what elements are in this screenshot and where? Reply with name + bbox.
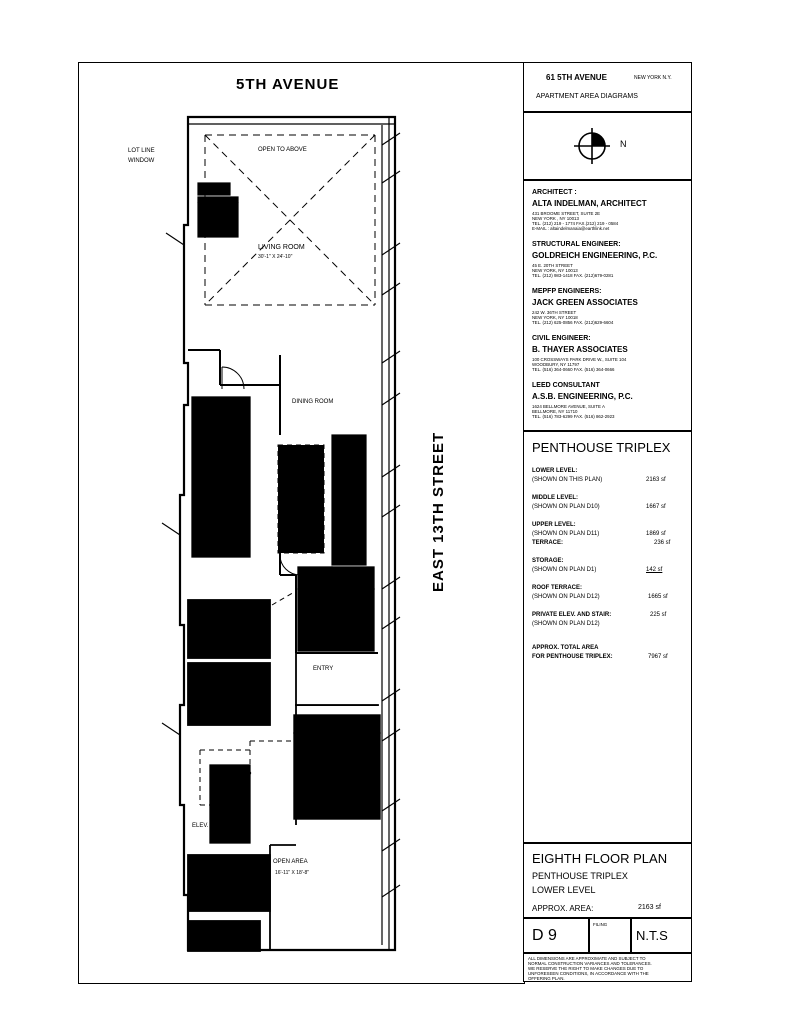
label-stair-up-3: UP xyxy=(243,772,252,778)
area-label-5: ROOF TERRACE: xyxy=(532,585,582,591)
label-stair-up-1: UP xyxy=(198,411,207,417)
civil-name: B. THAYER ASSOCIATES xyxy=(532,345,628,354)
area-value-0: 2163 sf xyxy=(646,477,666,483)
label-dining-room: DINING ROOM xyxy=(292,399,334,405)
areas-heading: PENTHOUSE TRIPLEX xyxy=(532,440,671,455)
titleblock-sheet-title-cell xyxy=(523,843,692,918)
street-label-side: EAST 13TH STREET xyxy=(430,431,447,592)
area-label-1: MIDDLE LEVEL: xyxy=(532,495,578,501)
label-ref: REF. xyxy=(300,567,311,573)
area-total-label-1: APPROX. TOTAL AREA xyxy=(532,645,599,651)
label-mech-room: MECH. ROOM xyxy=(200,620,240,626)
area-label-4: STORAGE: xyxy=(532,558,564,564)
label-entry: ENTRY xyxy=(313,666,334,672)
floor-plan-drawing xyxy=(110,105,470,955)
titleblock-filing-cell xyxy=(589,918,631,953)
architect-name: ALTA INDELMAN, ARCHITECT xyxy=(532,199,647,208)
plan-title: EIGHTH FLOOR PLAN xyxy=(532,851,668,866)
label-kitchen: KITCHEN xyxy=(285,539,312,545)
area-sub-5: (SHOWN ON PLAN D12) xyxy=(532,594,600,600)
area-sub-1: (SHOWN ON PLAN D10) xyxy=(532,504,600,510)
label-powder-room-2: ROOM xyxy=(322,614,341,620)
label-stair-dn-2: DN xyxy=(193,546,202,552)
label-elev-2: ELEV. xyxy=(192,823,209,829)
structural-name: GOLDREICH ENGINEERING, P.C. xyxy=(532,251,658,260)
titleblock-scale-cell xyxy=(631,918,692,953)
leed-addr2: BELLMORE, NY 11710 xyxy=(532,409,578,414)
label-elev-1: ELEV. xyxy=(208,670,225,676)
disclaimer-3: WE RESERVE THE RIGHT TO MAKE CHANGES DUE TO xyxy=(528,966,644,971)
architect-addr2: NEW YORK , NY 10013 xyxy=(532,216,579,221)
area-label-3: TERRACE: xyxy=(532,540,563,546)
civil-label: CIVIL ENGINEER: xyxy=(532,335,591,342)
area-value-2: 1869 sf xyxy=(646,531,666,537)
disclaimer-4: UNFORESEEN CONDITIONS, IN ACCORDANCE WITH THE xyxy=(528,971,649,976)
civil-addr3: TEL. (516) 364-0660 FAX. (516) 364-0666 xyxy=(532,367,615,372)
titleblock-address-cell xyxy=(523,62,692,112)
label-dryer: D xyxy=(343,770,347,776)
label-open-area-dims: 16'-11" X 18'-8" xyxy=(275,870,309,876)
disclaimer-1: ALL DIMENSIONS ARE APPROXIMATE AND SUBJECT TO xyxy=(528,956,646,961)
filing-label: FILING xyxy=(593,922,608,927)
architect-addr4: E-MAIL : altaindelmanaia@earthlink.net xyxy=(532,226,610,231)
area-value-3: 236 sf xyxy=(654,540,671,546)
scale-value: N.T.S xyxy=(636,928,668,943)
label-lot-line-window-1: LOT LINE xyxy=(128,148,155,154)
civil-addr2: WOODBURY, NY 11797 xyxy=(532,362,580,367)
leed-addr1: 1624 BELLMORE AVENUE, SUITE A xyxy=(532,404,605,409)
label-open-to-above: OPEN TO ABOVE xyxy=(258,147,307,153)
label-mech: MECH. xyxy=(296,745,313,751)
leed-label: LEED CONSULTANT xyxy=(532,382,600,389)
structural-addr3: TEL. (212) 983-1418 FAX. (212)679-0281 xyxy=(532,273,614,278)
street-label-top: 5TH AVENUE xyxy=(236,76,340,93)
label-stair-dn-1: DN xyxy=(228,411,237,417)
north-label: N xyxy=(620,139,627,149)
label-lot-line-window-2: WINDOW xyxy=(128,158,155,164)
label-laundry: LAUNDRY xyxy=(293,793,322,799)
label-stair-up-2: UP xyxy=(228,546,237,552)
label-washer: W xyxy=(343,793,348,799)
approx-area-value: 2163 sf xyxy=(638,904,661,911)
approx-area-label: APPROX. AREA: xyxy=(532,904,594,913)
area-label-0: LOWER LEVEL: xyxy=(532,468,578,474)
area-sub-6: (SHOWN ON PLAN D12) xyxy=(532,621,600,627)
leed-name: A.S.B. ENGINEERING, P.C. xyxy=(532,392,633,401)
mepfp-addr3: TEL. (212) 625-0856 FAX. (212)629-6604 xyxy=(532,320,614,325)
area-sub-4: (SHOWN ON PLAN D1) xyxy=(532,567,597,573)
structural-label: STRUCTURAL ENGINEER: xyxy=(532,241,621,248)
civil-addr1: 100 CROSSWAYS PARK DRIVE W., SUITE 104 xyxy=(532,357,627,362)
area-label-6: PRIVATE ELEV. AND STAIR: xyxy=(532,612,612,618)
area-sub-2: (SHOWN ON PLAN D11) xyxy=(532,531,600,537)
disclaimer-2: NORMAL CONSTRUCTION VARIANCES AND TOLERANCES. xyxy=(528,961,652,966)
subtitle-label: APARTMENT AREA DIAGRAMS xyxy=(536,93,638,100)
area-value-1: 1667 sf xyxy=(646,504,666,510)
plan-sub-1: PENTHOUSE TRIPLEX xyxy=(532,871,628,881)
area-label-2: UPPER LEVEL: xyxy=(532,522,576,528)
titleblock-consultants-cell xyxy=(523,180,692,431)
area-sub-0: (SHOWN ON THIS PLAN) xyxy=(532,477,603,483)
mepfp-addr1: 242 W. 36TH STREET xyxy=(532,310,577,315)
architect-label: ARCHITECT : xyxy=(532,189,577,196)
area-total-value: 7967 sf xyxy=(648,654,668,660)
leed-addr3: TEL. (516) 783-6299 FAX. (516) 862-2923 xyxy=(532,414,615,419)
architect-addr1: 431 BROOME STREET, SUITE 2E xyxy=(532,211,601,216)
label-open-area: OPEN AREA xyxy=(273,859,308,865)
label-living-room: LIVING ROOM xyxy=(258,244,305,251)
plan-sub-2: LOWER LEVEL xyxy=(532,885,596,895)
disclaimer-5: OFFERING PLAN. xyxy=(528,976,565,981)
label-living-room-dims: 30'-1" X 24'-10" xyxy=(258,254,293,260)
address-city: NEW YORK N.Y. xyxy=(634,75,672,81)
mepfp-addr2: NEW YORK, NY 10018 xyxy=(532,315,578,320)
titleblock-disclaimer-cell xyxy=(523,953,692,982)
area-total-label-2: FOR PENTHOUSE TRIPLEX: xyxy=(532,654,613,660)
structural-addr1: 45 E. 20TH STREET xyxy=(532,263,573,268)
architect-addr3: TEL. (212) 219 - 1774 FAX.(212) 219 - 0584 xyxy=(532,221,619,226)
label-wic: W.I.C. xyxy=(193,888,210,894)
label-powder-room-1: POWDER xyxy=(320,605,347,611)
area-value-6: 225 sf xyxy=(650,612,667,618)
mepfp-name: JACK GREEN ASSOCIATES xyxy=(532,298,638,307)
north-arrow-icon xyxy=(572,126,612,166)
area-value-4: 142 sf xyxy=(646,567,663,573)
structural-addr2: NEW YORK, NY 10013 xyxy=(532,268,578,273)
area-value-5: 1665 sf xyxy=(648,594,668,600)
sheet-number: D 9 xyxy=(532,927,557,944)
titleblock-north-cell xyxy=(523,112,692,180)
address-label: 61 5TH AVENUE xyxy=(546,73,607,82)
mepfp-label: MEPFP ENGINEERS: xyxy=(532,288,602,295)
titleblock-areas-cell xyxy=(523,431,692,843)
titleblock-number-cell xyxy=(523,918,589,953)
